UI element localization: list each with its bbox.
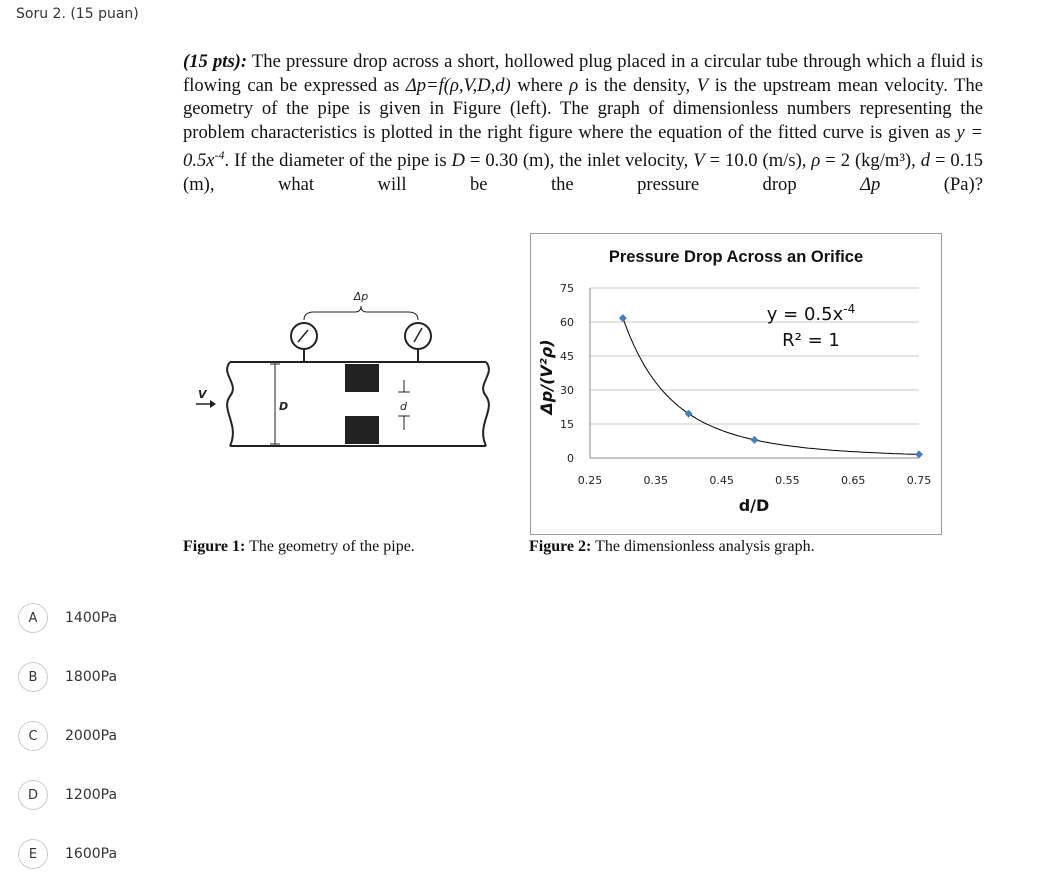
text-segment: = 2 (kg/m³), bbox=[820, 150, 921, 172]
option-a[interactable] bbox=[18, 602, 117, 634]
label-d-lower: d bbox=[400, 400, 407, 413]
symbol-v: V bbox=[696, 74, 709, 96]
text-segment: = 10.0 (m/s), bbox=[704, 150, 812, 172]
symbol-d-lower: d bbox=[920, 150, 931, 172]
label-d-upper: D bbox=[279, 400, 289, 413]
y-tick-label: 0 bbox=[567, 452, 574, 465]
option-letter[interactable]: A bbox=[18, 603, 48, 633]
gauge-left-icon bbox=[291, 323, 317, 349]
y-tick-label: 30 bbox=[560, 384, 574, 397]
pipe-left-break bbox=[227, 362, 233, 446]
y-tick-label: 75 bbox=[560, 282, 574, 295]
x-tick-label: 0.45 bbox=[709, 474, 734, 487]
data-point bbox=[685, 410, 693, 418]
question-text bbox=[183, 50, 983, 197]
option-letter[interactable]: D bbox=[18, 780, 48, 810]
chart-plot bbox=[531, 234, 941, 534]
option-d[interactable] bbox=[18, 779, 117, 811]
equation-label: $y = 0.5x^{-4}$ bbox=[766, 302, 856, 325]
text-segment: where bbox=[510, 74, 570, 96]
plug-upper bbox=[345, 364, 379, 392]
pressure-drop-bracket bbox=[304, 306, 418, 320]
x-tick-label: 0.35 bbox=[643, 474, 669, 487]
y-tick-label: 60 bbox=[560, 316, 574, 329]
question-header: Soru 2. (15 puan) bbox=[16, 6, 139, 22]
text-segment: is the upstream mean velocity. The geometry of the pipe is given in Figure (left). The graph of dimensionless numbers representing the problem characteristics is plotted in the right figure where the equation of the fitted curve is given as bbox=[183, 74, 983, 143]
option-letter[interactable]: C bbox=[18, 721, 48, 751]
label-dp: Δp bbox=[353, 290, 369, 303]
option-e[interactable] bbox=[18, 838, 117, 870]
symbol-rho: ρ bbox=[569, 74, 579, 96]
x-tick-label: 0.55 bbox=[775, 474, 800, 487]
option-label[interactable]: 1400Pa bbox=[65, 610, 118, 626]
chart-container bbox=[530, 233, 942, 535]
symbol-d-upper: D bbox=[451, 150, 465, 172]
text-segment: The pressure drop across a short, hollowed plug placed in a circular tube through which a fluid is flowing can be expressed as bbox=[183, 51, 983, 96]
option-c[interactable] bbox=[18, 720, 117, 752]
option-letter[interactable]: B bbox=[18, 662, 48, 692]
x-tick-label: 0.25 bbox=[577, 474, 603, 487]
figure2-caption: Figure 2: The dimensionless analysis graph. bbox=[529, 538, 815, 555]
option-b[interactable] bbox=[18, 661, 117, 693]
text-segment: is the density, bbox=[578, 74, 697, 96]
text-segment: . If the diameter of the pipe is bbox=[224, 150, 452, 172]
fitted-curve bbox=[623, 318, 919, 454]
text-segment: (Pa)? bbox=[880, 174, 984, 196]
x-tick-label: 0.75 bbox=[906, 474, 932, 487]
function-expression: Δp=f(ρ,V,D,d) bbox=[405, 74, 511, 96]
data-point bbox=[751, 436, 759, 444]
option-label[interactable]: 1800Pa bbox=[65, 669, 118, 685]
symbol-v: V bbox=[693, 150, 705, 172]
plug-lower bbox=[345, 416, 379, 444]
equation-exponent: -4 bbox=[214, 148, 225, 163]
y-tick-label: 15 bbox=[560, 418, 574, 431]
figure1-caption: Figure 1: The geometry of the pipe. bbox=[183, 538, 415, 555]
text-segment: = 0.30 (m), the inlet velocity, bbox=[464, 150, 694, 172]
pipe-right-break bbox=[483, 362, 489, 446]
data-point bbox=[619, 314, 627, 322]
data-point bbox=[915, 450, 923, 458]
text-segment: = 0.15 (m), what will be the pressure drop bbox=[183, 150, 983, 196]
chart-title: Pressure Drop Across an Orifice bbox=[608, 248, 864, 266]
x-tick-label: 0.65 bbox=[840, 474, 866, 487]
y-axis-label: Δp/(V²ρ) bbox=[537, 339, 556, 415]
label-v: V bbox=[198, 388, 207, 401]
y-tick-label: 45 bbox=[560, 350, 574, 363]
pipe-geometry-figure bbox=[190, 284, 502, 454]
option-letter[interactable]: E bbox=[18, 839, 48, 869]
symbol-rho: ρ bbox=[811, 150, 821, 172]
x-axis-label: d/D bbox=[738, 496, 770, 515]
points-label: (15 pts): bbox=[183, 51, 248, 72]
option-label[interactable]: 1600Pa bbox=[65, 846, 118, 862]
option-label[interactable]: 2000Pa bbox=[65, 728, 118, 744]
symbol-dp: Δp bbox=[860, 174, 881, 196]
option-label[interactable]: 1200Pa bbox=[65, 787, 118, 803]
equation: y = 0.5x bbox=[183, 121, 983, 172]
r-squared-label: R² = 1 bbox=[782, 330, 840, 351]
